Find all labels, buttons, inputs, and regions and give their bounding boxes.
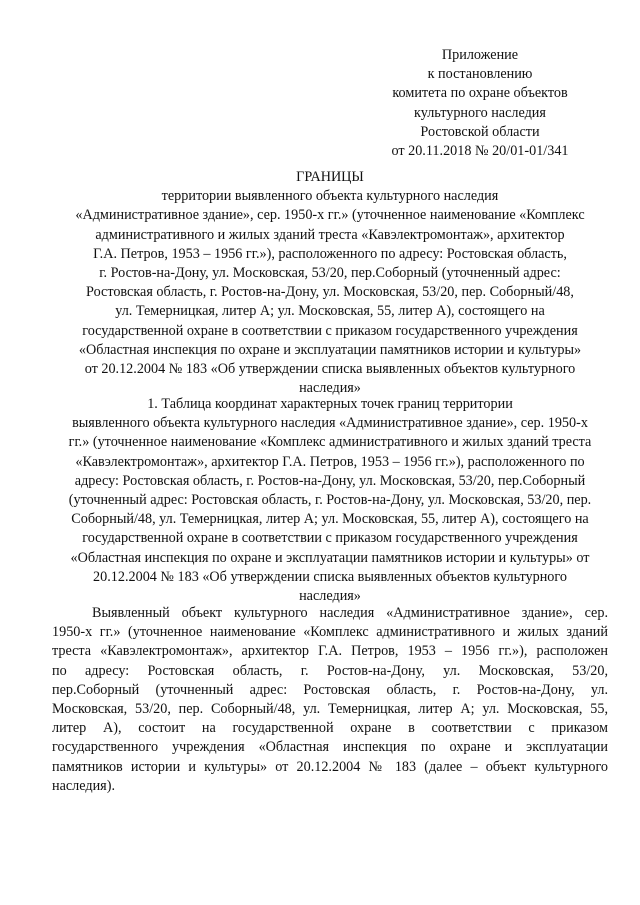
title-line: «Областная инспекция по охране и эксплуатации памятников истории и культуры»	[78, 341, 582, 358]
caption-line: наследия»	[299, 588, 361, 605]
body-line: треста «Кавэлектромонтаж», архитектор Г.А. Петров, 1953 – 1956 гг.»), расположен	[52, 643, 608, 660]
title-line: Г.А. Петров, 1953 – 1956 гг.»), расположенного по адресу: Ростовская область,	[93, 245, 567, 262]
title-line: наследия»	[299, 380, 361, 397]
annex-line: от 20.11.2018 № 20/01-01/341	[391, 143, 569, 160]
body-line: пер.Соборный (уточненный адрес: Ростовская область, г. Ростов-на-Дону, ул.	[52, 681, 608, 698]
body-line: литер А), состоит на государственной охране в соответствии с приказом	[52, 720, 608, 737]
body-line: Московская, 53/20, пер. Соборный/48, ул. Темерницкая, литер А; ул. Московская, 55,	[52, 701, 608, 718]
caption-line: адресу: Ростовская область, г. Ростов-на-Дону, ул. Московская, 53/20, пер.Соборный	[74, 472, 586, 489]
body-line: Выявленный объект культурного наследия «Административное здание», сер.	[92, 605, 608, 621]
title-line: территории выявленного объекта культурного наследия	[161, 188, 499, 205]
annex-line: Приложение	[441, 47, 519, 63]
table-caption	[52, 395, 608, 606]
caption-line: Соборный/48, ул. Темерницкая, литер А; ул. Московская, 55, литер А), состоящего на	[71, 511, 589, 528]
caption-line: 20.12.2004 № 183 «Об утверждении списка выявленных объектов культурного	[93, 568, 567, 585]
annex-line: культурного наследия	[414, 104, 546, 121]
body-line: наследия).	[52, 777, 115, 794]
title-heading: ГРАНИЦЫ	[296, 169, 364, 185]
caption-line: (уточненный адрес: Ростовская область, г. Ростов-на-Дону, ул. Московская, 53/20, пер.	[68, 492, 592, 509]
title-line: г. Ростов-на-Дону, ул. Московская, 53/20, пер.Соборный (уточненный адрес:	[99, 265, 561, 282]
caption-line: «Кавэлектромонтаж», архитектор Г.А. Петров, 1953 – 1956 гг.»), расположенного по	[75, 453, 585, 470]
title-line: от 20.12.2004 № 183 «Об утверждении списка выявленных объектов культурного	[84, 361, 576, 378]
body-line: по адресу: Ростовская область, г. Ростов-на-Дону, ул. Московская, 53/20,	[52, 662, 608, 679]
body-line: 1950-х гг.» (уточненное наименование «Комплекс административного и жилых зданий	[52, 624, 608, 641]
title-line: ул. Темерницкая, литер А; ул. Московская, 55, литер А), состоящего на	[115, 303, 545, 320]
title-line: Ростовская область, г. Ростов-на-Дону, ул. Московская, 53/20, пер. Соборный/48,	[86, 284, 574, 301]
body-line: государственного учреждения «Областная инспекция по охране и эксплуатации	[52, 739, 608, 756]
annex-line: к постановлению	[427, 66, 533, 83]
document-title	[52, 168, 608, 398]
annex-header	[360, 46, 600, 161]
caption-line: 1. Таблица координат характерных точек границ территории	[147, 396, 513, 412]
annex-line: комитета по охране объектов	[392, 85, 568, 102]
body-paragraph	[52, 604, 608, 796]
caption-line: гг.» (уточненное наименование «Комплекс административного и жилых зданий треста	[68, 434, 592, 451]
title-line: административного и жилых зданий треста «Кавэлектромонтаж», архитектор	[95, 226, 565, 243]
caption-line: «Областная инспекция по охране и эксплуатации памятников истории и культуры» от	[70, 549, 590, 566]
title-line: «Административное здание», сер. 1950-х гг.» (уточненное наименование «Комплекс	[75, 207, 585, 224]
title-line: государственной охране в соответствии с приказом государственного учреждения	[82, 322, 578, 339]
caption-line: выявленного объекта культурного наследия «Административное здание», сер. 1950-х	[72, 415, 588, 432]
body-line: памятников истории и культуры» от 20.12.2004 № 183 (далее – объект культурного	[52, 758, 608, 775]
caption-line: государственной охране в соответствии с приказом государственного учреждения	[82, 530, 578, 547]
annex-line: Ростовской области	[420, 123, 540, 140]
